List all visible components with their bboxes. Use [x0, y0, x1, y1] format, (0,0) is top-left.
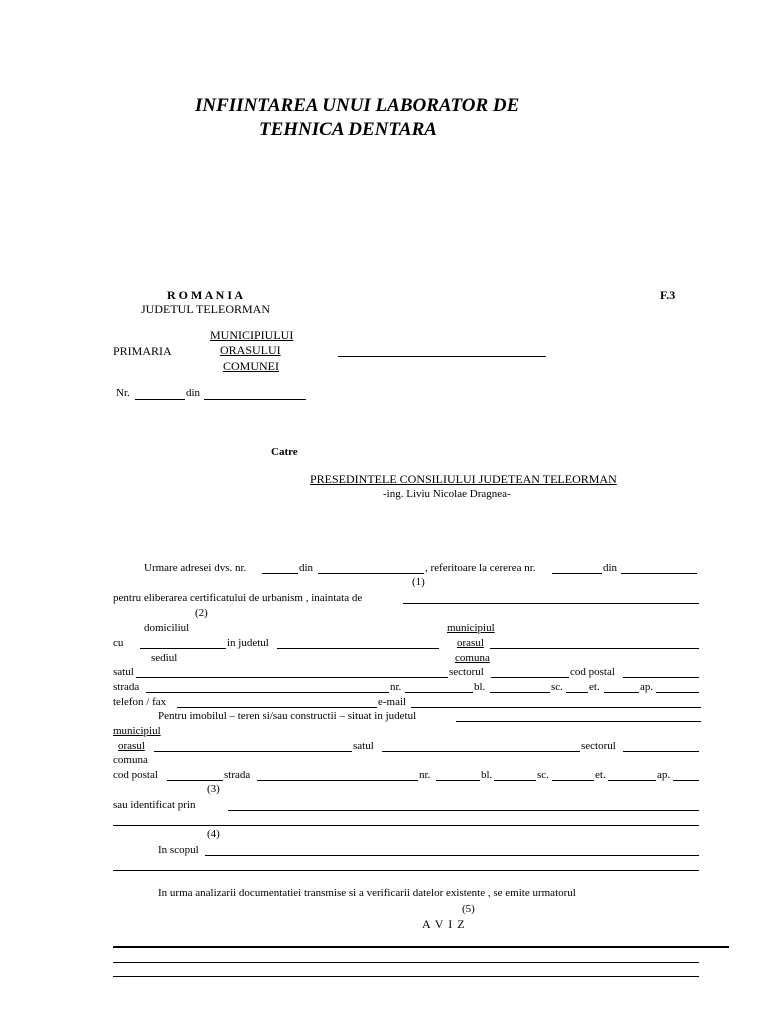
- property-locality-field[interactable]: [154, 751, 352, 752]
- property-sc-label: sc.: [537, 769, 549, 781]
- property-et-label: et.: [595, 769, 606, 781]
- locality-field[interactable]: [490, 648, 699, 649]
- property-ap-label: ap.: [657, 769, 671, 781]
- catre-label: Catre: [271, 446, 298, 458]
- note-1: (1): [412, 576, 425, 588]
- nr-label: Nr.: [116, 387, 130, 399]
- ap-label: ap.: [640, 681, 654, 693]
- sc-label: sc.: [551, 681, 563, 693]
- president-title: PRESEDINTELE CONSILIULUI JUDETEAN TELEORMAN: [310, 472, 617, 486]
- bl-label: bl.: [474, 681, 486, 693]
- sectorul-label: sectorul: [449, 666, 484, 678]
- purpose-field-2[interactable]: [113, 870, 699, 871]
- et-field[interactable]: [604, 692, 639, 693]
- email-field[interactable]: [411, 707, 701, 708]
- comuna-option: COMUNEI: [223, 359, 279, 373]
- bl-field[interactable]: [490, 692, 550, 693]
- primaria-label: PRIMARIA: [113, 344, 172, 358]
- property-nr-label: nr.: [419, 769, 431, 781]
- cod-postal-label: cod postal: [570, 666, 615, 678]
- ap-field[interactable]: [656, 692, 699, 693]
- village-field[interactable]: [136, 677, 448, 678]
- request-date-field[interactable]: [621, 573, 697, 574]
- property-strada-label: strada: [224, 769, 251, 781]
- postal-code-field[interactable]: [623, 677, 699, 678]
- scopul-label: In scopul: [158, 844, 199, 856]
- property-street-field[interactable]: [257, 780, 418, 781]
- note-3: (3): [207, 783, 220, 795]
- note-4: (4): [207, 828, 220, 840]
- property-nr-field[interactable]: [436, 780, 480, 781]
- pentru-label: pentru eliberarea certificatului de urbanism , inaintata de: [113, 592, 363, 604]
- note-2: (2): [195, 607, 208, 619]
- property-et-field[interactable]: [608, 780, 656, 781]
- imobil-label: Pentru imobilul – teren si/sau constructii – situat in judetul: [158, 710, 417, 722]
- property-ap-field[interactable]: [673, 780, 699, 781]
- din-label: din: [186, 387, 201, 399]
- document-title-line1: INFIINTAREA UNUI LABORATOR DE: [195, 95, 520, 116]
- urmare-label: Urmare adresei dvs. nr.: [144, 562, 247, 574]
- note-5: (5): [462, 903, 475, 915]
- street-nr-field[interactable]: [405, 692, 473, 693]
- property-cod-postal-label: cod postal: [113, 769, 158, 781]
- property-satul-label: satul: [353, 740, 374, 752]
- president-name: -ing. Liviu Nicolae Dragnea-: [383, 488, 511, 500]
- identificat-label: sau identificat prin: [113, 799, 196, 811]
- phone-field[interactable]: [177, 707, 377, 708]
- din-label-3: din: [603, 562, 618, 574]
- satul-label: satul: [113, 666, 134, 678]
- property-municipiul-option: municipiul: [113, 725, 161, 737]
- sc-field[interactable]: [566, 692, 588, 693]
- sector-field[interactable]: [491, 677, 569, 678]
- municipiu-option: MUNICIPIULUI: [210, 328, 294, 342]
- property-bl-field[interactable]: [494, 780, 536, 781]
- document-title-line2: TEHNICA DENTARA: [259, 119, 437, 140]
- street-field[interactable]: [146, 692, 389, 693]
- property-county-field[interactable]: [456, 721, 701, 722]
- orasul-option: orasul: [457, 637, 484, 649]
- sediul-label: sediul: [151, 652, 178, 664]
- oras-option: ORASULUI: [220, 343, 281, 357]
- domiciliul-label: domiciliul: [144, 622, 190, 634]
- aviz-line-2[interactable]: [113, 962, 699, 963]
- property-comuna-option: comuna: [113, 754, 148, 766]
- telefon-label: telefon / fax: [113, 696, 167, 708]
- property-sectorul-label: sectorul: [581, 740, 616, 752]
- form-code: F.3: [660, 288, 676, 302]
- property-postal-field[interactable]: [167, 780, 223, 781]
- strada-label: strada: [113, 681, 140, 693]
- analysis-sentence: In urma analizarii documentatiei transmise si a verificarii datelor existente , se emite urmatorul: [158, 887, 576, 899]
- domicile-field[interactable]: [140, 648, 226, 649]
- request-nr-field[interactable]: [552, 573, 602, 574]
- email-label: e-mail: [378, 696, 407, 708]
- nr-field[interactable]: [135, 399, 185, 400]
- nr-label-2: nr.: [390, 681, 402, 693]
- country-label: R O M A N I A: [167, 288, 244, 302]
- primaria-name-field[interactable]: [338, 356, 546, 357]
- identification-field[interactable]: [228, 810, 699, 811]
- applicant-field[interactable]: [403, 603, 699, 604]
- municipiul-option: municipiul: [447, 622, 495, 634]
- in-judetul-label: in judetul: [227, 637, 269, 649]
- property-village-field[interactable]: [382, 751, 580, 752]
- purpose-field[interactable]: [205, 855, 699, 856]
- date-field[interactable]: [204, 399, 306, 400]
- din-label-2: din: [299, 562, 314, 574]
- aviz-heading: A V I Z: [422, 917, 466, 931]
- referitoare-label: , referitoare la cererea nr.: [425, 562, 536, 574]
- address-nr-field[interactable]: [262, 573, 298, 574]
- property-sc-field[interactable]: [552, 780, 594, 781]
- identification-field-2[interactable]: [113, 825, 699, 826]
- property-orasul-option: orasul: [118, 740, 145, 752]
- cu-label: cu: [113, 637, 124, 649]
- comuna-option: comuna: [455, 652, 490, 664]
- et-label: et.: [589, 681, 600, 693]
- property-sector-field[interactable]: [623, 751, 699, 752]
- address-date-field[interactable]: [318, 573, 424, 574]
- property-bl-label: bl.: [481, 769, 493, 781]
- county-field[interactable]: [277, 648, 439, 649]
- aviz-line-3[interactable]: [113, 976, 699, 977]
- county-label: JUDETUL TELEORMAN: [141, 302, 270, 316]
- aviz-line-1[interactable]: [113, 946, 729, 948]
